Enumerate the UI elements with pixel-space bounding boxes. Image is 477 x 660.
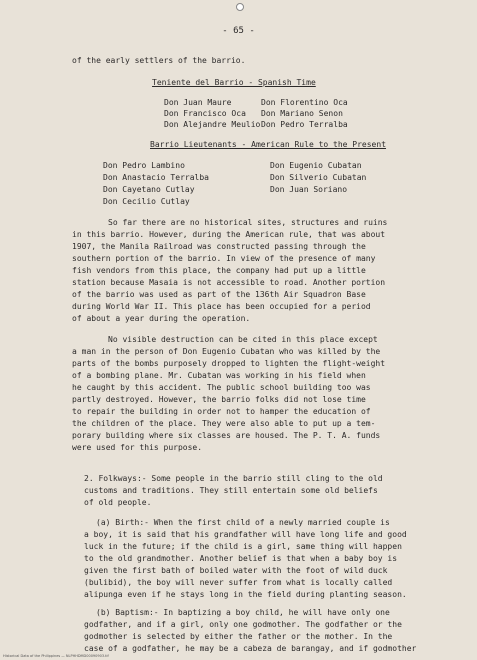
- text-line: of a bombing plane. Mr. Cubatan was working in his field when: [72, 371, 366, 380]
- name-line: Don Cecilio Cutlay: [103, 197, 190, 206]
- name-line: Don Juan Soriano: [270, 185, 348, 194]
- text-line: godmother is selected by either the father or the mother. In the: [84, 632, 393, 641]
- text-line: of the barrio was used as part of the 136th Air Squadron Base: [72, 290, 366, 299]
- text-line: he caught by this accident. The public school building too was: [72, 383, 371, 392]
- text-line: were used for this purpose.: [72, 443, 203, 452]
- text-line: So far there are no historical sites, structures and ruins: [108, 218, 388, 227]
- name-line: Don Pedro Terralba: [261, 120, 348, 129]
- text-line: a boy, it is said that his grandfather will have long life and good: [84, 530, 407, 539]
- name-line: Don Juan Maure: [164, 98, 232, 107]
- text-line: case of a godfather, he may be a cabeza de barangay, and if godmother: [84, 644, 417, 653]
- name-line: Don Alejandre Meulio: [164, 120, 261, 129]
- punch-hole-mark: [236, 3, 244, 11]
- heading-spanish-time: Teniente del Barrio - Spanish Time: [152, 78, 316, 87]
- text-line: in this barrio. However, during the American rule, that was about: [72, 230, 386, 239]
- text-line: of the early settlers of the barrio.: [72, 56, 246, 65]
- text-line: 1907, the Manila Railroad was constructed passing through the: [72, 242, 366, 251]
- text-line: parts of the bombs purposely dropped to lighten the flight-weight: [72, 359, 386, 368]
- name-line: Don Anastacio Terralba: [103, 173, 209, 182]
- name-line: Don Francisco Oca: [164, 109, 246, 118]
- scan-footer: Historical Data of the Philippines — NLPHHDMD00090903.tif: [3, 654, 109, 658]
- text-line: of about a year during the operation.: [72, 314, 251, 323]
- text-line: of old people.: [84, 498, 152, 507]
- name-line: Don Pedro Lambino: [103, 161, 185, 170]
- text-line: fish vendors from this place, the company had put up a little: [72, 266, 366, 275]
- name-line: Don Cayetano Cutlay: [103, 185, 195, 194]
- text-line: station because Masaia is not accessible to road. Another portion: [72, 278, 386, 287]
- text-line: given the first bath of boiled water with the foot of wild duck: [84, 566, 388, 575]
- text-line: No visible destruction can be cited in this place except: [108, 335, 378, 344]
- text-line: to the old grandmother. Another belief is that when a baby boy is: [84, 554, 398, 563]
- text-line: 2. Folkways:- Some people in the barrio still cling to the old: [84, 474, 383, 483]
- text-line: godfather, and if a girl, only one godmother. The godfather or the: [84, 620, 402, 629]
- name-line: Don Silverio Cubatan: [270, 173, 367, 182]
- text-line: luck in the future; if the child is a girl, same thing will happen: [84, 542, 402, 551]
- name-line: Don Mariano Senon: [261, 109, 343, 118]
- heading-american-rule: Barrio Lieutenants - American Rule to the Present: [150, 140, 387, 149]
- text-line: southern portion of the barrio. In view of the presence of many: [72, 254, 376, 263]
- text-line: (b) Baptism:- In baptizing a boy child, he will have only one: [96, 608, 390, 617]
- text-line: (a) Birth:- When the first child of a newly married couple is: [96, 518, 390, 527]
- text-line: the children of the place. They were also able to put up a tem-: [72, 419, 376, 428]
- text-line: (bulibid), the boy will never suffer from what is locally called: [84, 578, 393, 587]
- page-number: - 65 -: [222, 26, 255, 36]
- text-line: customs and traditions. They still entertain some old beliefs: [84, 486, 378, 495]
- text-line: during World War II. This place has been occupied for a period: [72, 302, 371, 311]
- name-line: Don Eugenio Cubatan: [270, 161, 362, 170]
- text-line: a man in the person of Don Eugenio Cubatan who was killed by the: [72, 347, 381, 356]
- name-line: Don Florentino Oca: [261, 98, 348, 107]
- text-line: porary building where six classes are housed. The P. T. A. funds: [72, 431, 381, 440]
- text-line: alipunga even if he stays long in the field during planting season.: [84, 590, 407, 599]
- text-line: to repair the building in order not to hamper the education of: [72, 407, 371, 416]
- text-line: partly destroyed. However, the barrio folks did not lose time: [72, 395, 366, 404]
